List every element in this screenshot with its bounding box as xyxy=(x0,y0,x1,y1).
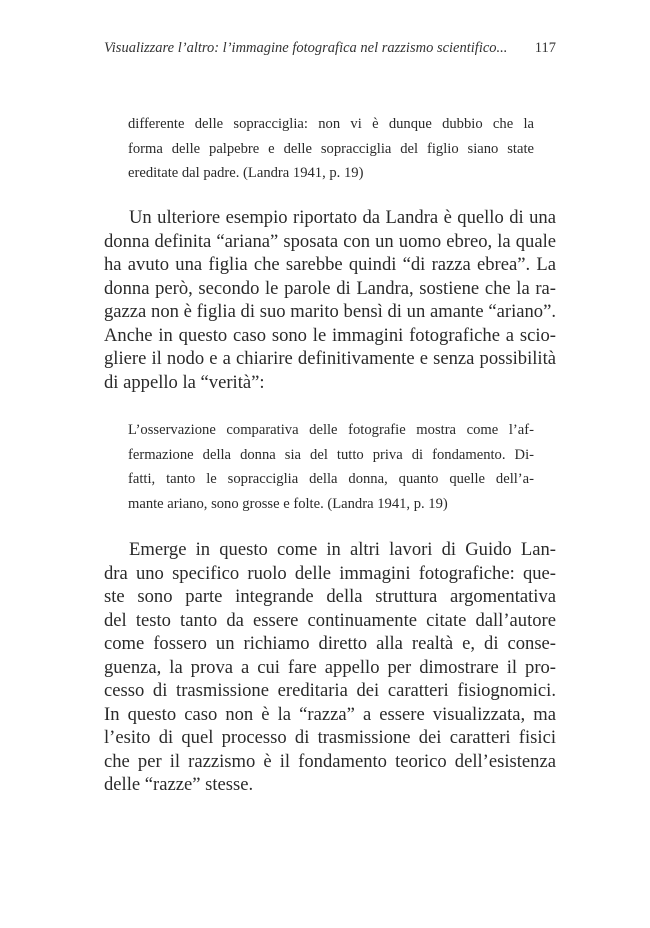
quote-line: forma delle palpebre e delle sopracciglia del figlio siano state xyxy=(128,140,534,157)
quote-line: fermazione della donna sia del tutto priva di fondamento. Di- xyxy=(128,446,534,463)
quote-line: mante ariano, sono grosse e folte. (Landra 1941, p. 19) xyxy=(128,495,448,512)
paragraph-line: l’esito di quel processo di trasmissione dei caratteri fisici xyxy=(104,727,556,748)
quote-line: differente delle sopracciglia: non vi è dunque dubbio che la xyxy=(128,116,534,132)
paragraph-line: guenza, la prova a cui fare appello per dimostrare il pro- xyxy=(104,656,556,678)
page-number: 117 xyxy=(534,40,556,56)
paragraph-line: come fossero un richiamo diretto alla realtà e, di conse- xyxy=(104,633,556,654)
paragraph-line: di appello la “verità”: xyxy=(104,371,265,393)
paragraph-1 xyxy=(104,206,556,394)
paragraph-line: cesso di trasmissione ereditaria dei caratteri fisiognomici. xyxy=(104,680,556,701)
quote-line: ereditate dal padre. (Landra 1941, p. 19) xyxy=(128,165,364,181)
paragraph-line: che per il razzismo è il fondamento teorico dell’esistenza xyxy=(104,750,556,772)
paragraph-line: delle “razze” stesse. xyxy=(104,774,254,795)
block-quote-1 xyxy=(128,112,534,186)
paragraph-line: gazza non è figlia di suo marito bensì di un amante “ariano”. xyxy=(104,301,556,322)
paragraph-2 xyxy=(104,538,556,797)
paragraph-line: dra uno specifico ruolo delle immagini fotografiche: que- xyxy=(104,562,556,584)
quote-line: L’osservazione comparativa delle fotografie mostra come l’af- xyxy=(128,422,534,438)
paragraph-line: ha avuto una figlia che sarebbe quindi “di razza ebrea”. La xyxy=(104,254,556,275)
paragraph-line: donna però, secondo le parole di Landra, sostiene che la ra- xyxy=(104,277,556,299)
paragraph-line: del testo tanto da essere continuamente citate dall’autore xyxy=(104,609,556,631)
paragraph-line: donna definita “ariana” sposata con un uomo ebreo, la quale xyxy=(104,230,556,252)
running-title: Visualizzare l’altro: l’immagine fotografica nel razzismo scientifico... xyxy=(104,40,508,56)
paragraph-line: Emerge in questo come in altri lavori di Guido Lan- xyxy=(129,539,556,560)
running-header xyxy=(104,40,556,62)
block-quote-2 xyxy=(128,418,534,516)
quote-line: fatti, tanto le sopracciglia della donna, quanto quelle dell’a- xyxy=(128,471,534,487)
paragraph-line: Anche in questo caso sono le immagini fotografiche a scio- xyxy=(104,324,556,346)
paragraph-line: Un ulteriore esempio riportato da Landra è quello di una xyxy=(129,207,556,228)
paragraph-line: In questo caso non è la “razza” a essere visualizzata, ma xyxy=(104,703,556,725)
paragraph-line: ste sono parte integrande della struttura argomentativa xyxy=(104,586,556,607)
paragraph-line: gliere il nodo e a chiarire definitivamente e senza possibilità xyxy=(104,348,556,369)
